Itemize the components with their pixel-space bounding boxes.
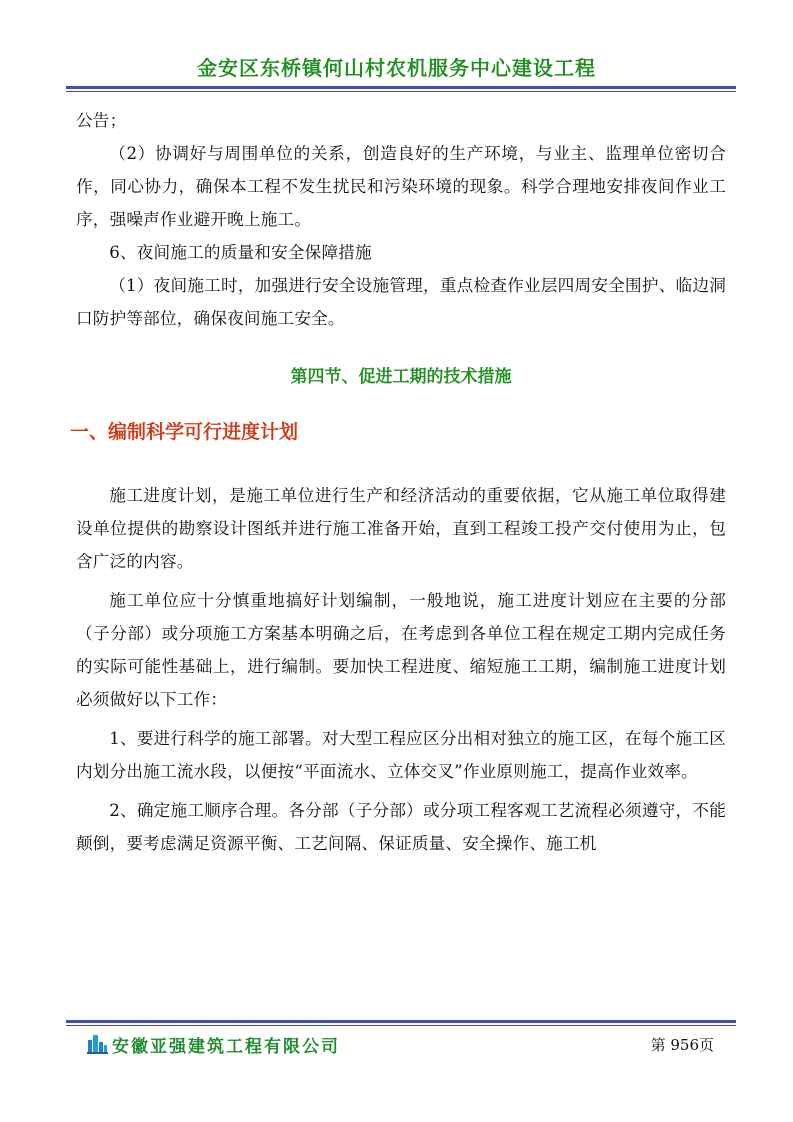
header-rule-thin	[66, 91, 736, 92]
header-rule-thick	[66, 86, 736, 89]
page-number: 第 956页	[650, 1036, 714, 1054]
page-footer	[76, 1030, 726, 1058]
paragraph: 公告；	[76, 111, 127, 130]
page-header-title: 金安区东桥镇何山村农机服务中心建设工程	[197, 56, 596, 80]
company-name: 安徽亚强建筑工程有限公司	[112, 1037, 340, 1057]
footer-rule-thick	[66, 1020, 736, 1023]
paragraph: 2、确定施工顺序合理。各分部（子分部）或分项工程客观工艺流程必须遵守，不能颠倒，要考虑满足资源平衡、工艺间隔、保证质量、安全操作、施工机	[76, 801, 726, 853]
chapter-heading: 一、编制科学可行进度计划	[70, 421, 299, 443]
paragraph: （2）协调好与周围单位的关系，创造良好的生产环境，与业主、监理单位密切合作，同心协力，确保本工程不发生扰民和污染环境的现象。科学合理地安排夜间作业工序，强噪声作业避开晚上施工。	[76, 144, 726, 229]
paragraph: 1、要进行科学的施工部署。对大型工程应区分出相对独立的施工区，在每个施工区内划分出施工流水段，以便按“平面流水、立体交叉”作业原则施工，提高作业效率。	[76, 729, 726, 781]
section-title: 第四节、促进工期的技术措施	[290, 367, 512, 387]
document-body	[70, 104, 726, 860]
footer-rule-thin	[66, 1025, 736, 1026]
building-logo-icon	[86, 1032, 108, 1054]
paragraph: （1）夜间施工时，加强进行安全设施管理，重点检查作业层四周安全围护、临边洞口防护等部位，确保夜间施工安全。	[76, 276, 726, 328]
paragraph: 6、夜间施工的质量和安全保障措施	[109, 243, 372, 262]
paragraph: 施工单位应十分慎重地搞好计划编制，一般地说，施工进度计划应在主要的分部（子分部）或分项施工方案基本明确之后，在考虑到各单位工程在规定工期内完成任务的实际可能性基础上，进行编制。要加快工程进度、缩短施工工期，编制施工进度计划必须做好以下工作：	[76, 591, 726, 709]
paragraph: 施工进度计划，是施工单位进行生产和经济活动的重要依据，它从施工单位取得建设单位提供的勘察设计图纸并进行施工准备开始，直到工程竣工投产交付使用为止，包含广泛的内容。	[76, 486, 726, 571]
